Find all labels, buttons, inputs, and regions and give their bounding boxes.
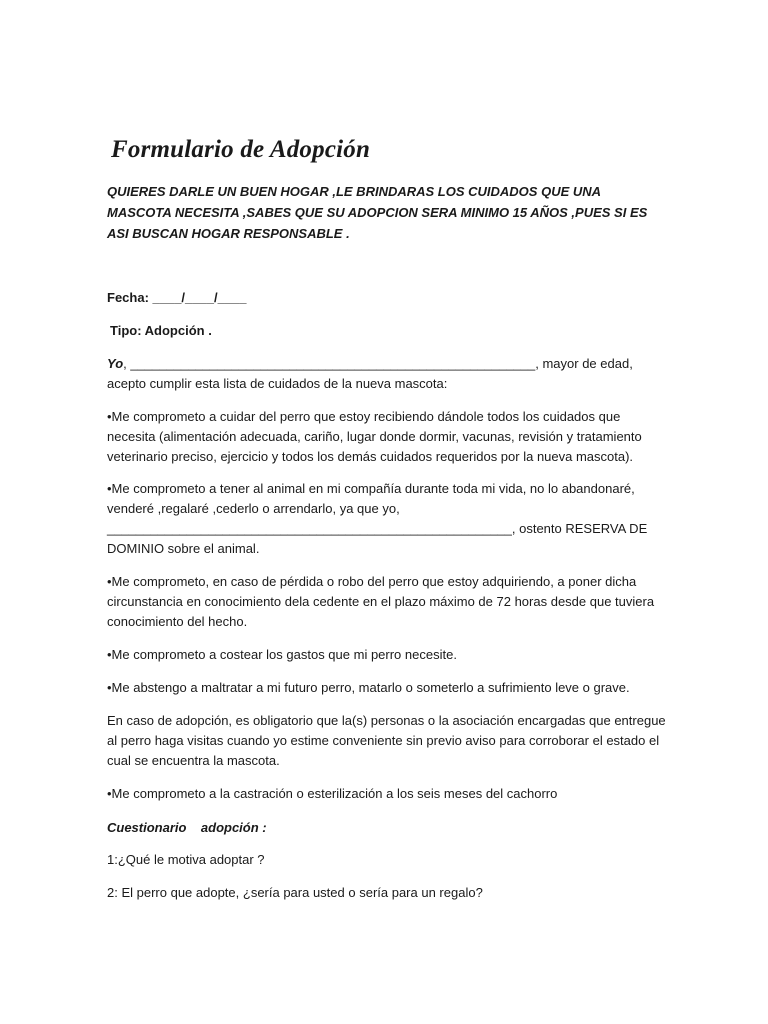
commitment-item: •Me comprometo a cuidar del perro que estoy recibiendo dándole todos los cuidados que necesita (alimentación adecuada, cariño, lugar donde dormir, vacunas, revisión y tratamiento veterinario preciso, ejercicio y todos los demás cuidados requeridos por la nueva mascota). — [107, 409, 642, 464]
commitment-item: •Me comprometo a costear los gastos que mi perro necesite. — [107, 647, 457, 662]
commitment-item: •Me abstengo a maltratar a mi futuro perro, matarlo o someterlo a sufrimiento leve o grave. — [107, 680, 630, 695]
commitment-item: •Me comprometo a la castración o esterilización a los seis meses del cachorro — [107, 786, 558, 801]
intro-text: QUIERES DARLE UN BUEN HOGAR ,LE BRINDARAS LOS CUIDADOS QUE UNA MASCOTA NECESITA ,SABES QUE SU ADOPCION SERA MINIMO 15 AÑOS ,PUES SI ES ASI BUSCAN HOGAR RESPONSABLE . — [107, 184, 648, 241]
declaration-paragraph — [107, 354, 667, 394]
declaration-text: , ________________________________________________________, mayor de edad, acepto cumplir esta lista de cuidados de la nueva mascota: — [107, 356, 633, 391]
commitment-item: •Me comprometo a tener al animal en mi compañía durante toda mi vida, no lo abandonaré, venderé ,regalaré ,cederlo o arrendarlo, ya que yo, ________________________________________________________, ostento RESERVA DE DOMINIO sobre el animal. — [107, 481, 648, 556]
yo-word: Yo — [107, 356, 124, 371]
commitment-item: •Me comprometo, en caso de pérdida o robo del perro que estoy adquiriendo, a poner dicha circunstancia en conocimiento dela cedente en el plazo máximo de 72 horas desde que tuviera conocimiento del hecho. — [107, 574, 655, 629]
date-field: Fecha: ____/____/____ — [107, 290, 247, 305]
questionnaire-title: Cuestionario adopción : — [107, 820, 267, 835]
page-title: Formulario de Adopción — [111, 136, 371, 163]
question-item: 1:¿Qué le motiva adoptar ? — [107, 852, 265, 867]
visits-paragraph: En caso de adopción, es obligatorio que la(s) personas o la asociación encargadas que entregue al perro haga visitas cuando yo estime conveniente sin previo aviso para corroborar el estado el cual se encuentra la mascota. — [107, 713, 666, 768]
question-item: 2: El perro que adopte, ¿sería para usted o sería para un regalo? — [107, 885, 483, 900]
type-field: Tipo: Adopción . — [110, 323, 212, 338]
